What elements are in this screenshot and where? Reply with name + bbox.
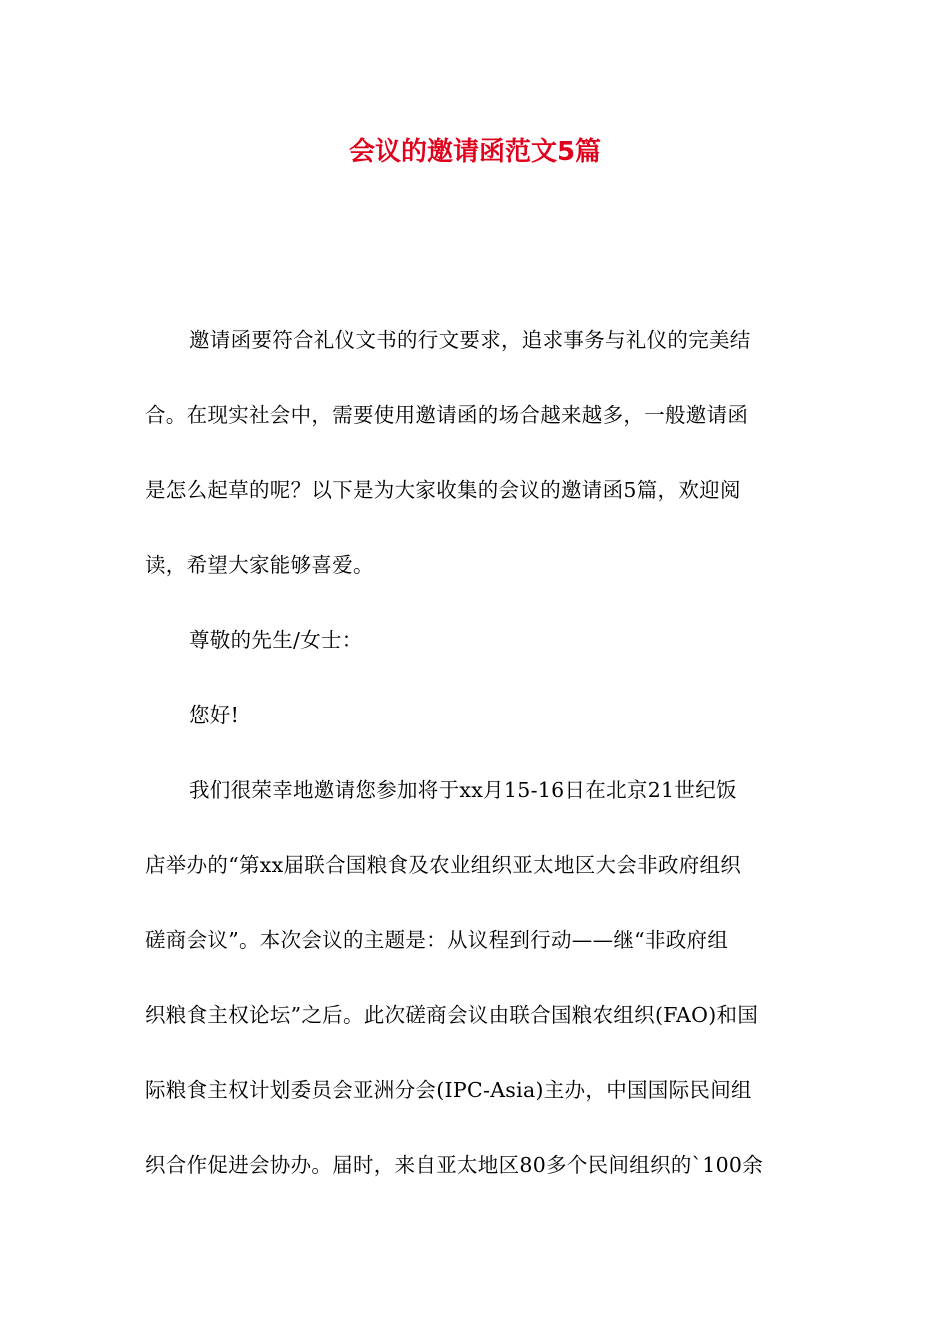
paragraph-line: 店举办的“第xx届联合国粮食及农业组织亚太地区大会非政府组织 — [145, 853, 742, 877]
greeting-line: 您好! — [189, 703, 240, 727]
document-title: 会议的邀请函范文5篇 — [348, 137, 602, 167]
paragraph-line: 磋商会议”。本次会议的主题是：从议程到行动——继“非政府组 — [145, 928, 729, 952]
document-body — [145, 316, 807, 1216]
paragraph-line: 是怎么起草的呢？以下是为大家收集的会议的邀请函5篇，欢迎阅 — [145, 478, 741, 502]
paragraph-line: 织粮食主权论坛”之后。此次磋商会议由联合国粮农组织(FAO)和国 — [145, 1003, 759, 1027]
salutation-line: 尊敬的先生/女士： — [189, 628, 363, 652]
paragraph-line: 我们很荣幸地邀请您参加将于xx月15-16日在北京21世纪饭 — [189, 778, 737, 802]
paragraph-line: 合。在现实社会中，需要使用邀请函的场合越来越多，一般邀请函 — [145, 403, 749, 427]
paragraph-line: 织合作促进会协办。届时，来自亚太地区80多个民间组织的`100余 — [145, 1153, 764, 1177]
paragraph-line: 邀请函要符合礼仪文书的行文要求，追求事务与礼仪的完美结 — [189, 328, 751, 352]
paragraph-line: 读，希望大家能够喜爱。 — [145, 553, 374, 577]
paragraph-line: 际粮食主权计划委员会亚洲分会(IPC-Asia)主办，中国国际民间组 — [145, 1078, 752, 1102]
